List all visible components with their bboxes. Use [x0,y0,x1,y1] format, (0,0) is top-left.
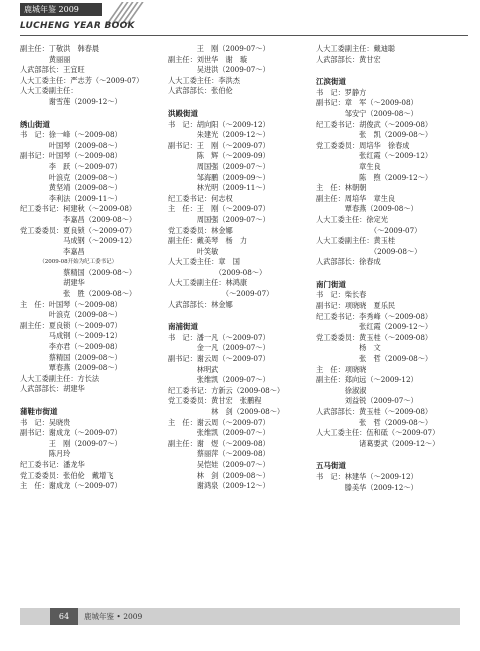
entry-line: 林 剑（2009-08～） [168,407,285,416]
header-rule [20,35,468,36]
entry-line: 副书记：谢成龙（～2009-07） [20,428,122,438]
spacer [316,268,461,276]
entry-line: 胡建华 [20,278,85,288]
entry-line: 人武部部长：徐春成 [316,257,381,267]
entry-line: 书 记：罗静方 [316,87,367,97]
text-column-right [316,44,461,493]
entry-line: 林光明（2009-11～） [168,183,270,193]
entry-line: 副主任：夏良锁（～2009-07） [20,320,122,330]
entry-line: 副主任：丁敬洪 韩春晨 [20,44,100,53]
entry-line: 纪工委书记：何志权 [168,193,233,203]
entry-line: 人武部部长：胡建华 [20,384,85,394]
entry-line: 王 刚（2009-07～） [168,44,270,53]
entry-line: 周国强（2009-07～） [168,161,270,171]
entry-line: 人武部部长：林金娜 [168,299,233,309]
text-column-left [20,44,165,492]
entry-line: 徐淑淑 [316,385,367,395]
section-heading: 绣山街道 [20,119,50,129]
entry-line: 周国强（2009-07～） [168,214,270,224]
entry-line: 谢鸿泉（2009-12～） [168,481,270,491]
entry-line: （2009-08～） [316,246,422,256]
spacer [316,65,461,73]
entry-line: 刘益锐（2009-07～） [316,396,418,406]
entry-line: 人大工委主任：徐定光 [316,214,388,224]
text-column-middle [168,44,313,492]
yearbook-title-cn: 鹿城年鉴 2009 [20,3,102,16]
entry-line: 叶笑敏 [168,246,219,256]
entry-line: 书 记：徐一峰（～2009-08） [20,130,122,140]
entry-line: 副书记：项晓晓 夏乐民 [316,301,396,311]
entry-line: 党工委委员：黄甘宏 张鹏程 [168,396,262,406]
entry-line: 党工委委员：张伯伦 戴增飞 [20,470,114,480]
spacer [316,449,461,457]
entry-line: 马成钢（～2009-12） [20,236,137,246]
entry-line: 纪工委书记：李秀峰（～2009-08） [316,311,433,321]
entry-line: 章生良 [316,161,381,171]
entry-line: 李 跃（～2009-07） [20,161,122,171]
spacer [20,395,165,403]
footer-title: 鹿城年鉴 • 2009 [84,612,143,621]
entry-line: 陈 煦（2009-12～） [316,172,433,182]
entry-line: 张红霞（2009-12～） [316,322,433,332]
header-hatch-decoration [108,2,138,22]
entry-line: 纪工委书记：方新云（2009-08～） [168,385,285,395]
entry-line: 邹安宁（2009-08～） [316,108,418,118]
entry-line: 李嘉昌 [20,246,85,256]
entry-line: 党工委委员：黄玉桂（～2009-08） [316,332,433,342]
entry-line: 人大工委副主任：方长法 [20,373,100,383]
entry-line: 张 哲（2009-08～） [316,417,433,427]
entry-line: 主 任：叶国琴（～2009-08） [20,299,122,309]
entry-line: 副主任：刘世华 谢 璇 [168,54,248,64]
entry-line: 林明武 [168,364,219,374]
entry-line: 副主任：谢 煜（～2009-08） [168,438,270,448]
section-heading: 蒲鞋市街道 [20,407,58,416]
entry-line: 副书记：王 刚（～2009-07） [168,140,270,150]
entry-line: 李亦君（～2009-08） [20,342,122,352]
entry-line: 李嘉昌（2009-08～） [20,214,137,224]
entry-line: 人武部部长：黄甘宏 [316,54,381,64]
entry-line: 陈月玲 [20,449,71,459]
entry-line: 黄丽丽 [20,54,71,64]
entry-line: 蔡丽萍（～2009-08） [168,449,270,459]
entry-line: 张维凯（2009-07～） [168,375,270,385]
entry-line: 吴恺娃（2009-07～） [168,459,270,469]
entry-line: （2009-08～） [168,267,267,277]
entry-line: 党工委委员：林金娜 [168,225,233,235]
section-heading: 洪殿街道 [168,108,198,118]
entry-line: 人武部部长：张伯伦 [168,86,233,96]
entry-line: 蔡精国（2009-08～） [20,352,122,362]
entry-line: 副书记：章 军（～2009-08） [316,98,418,108]
entry-line: 副书记：谢云周（～2009-07） [168,354,270,364]
entry-line: 王 刚（2009-07～） [20,438,122,448]
entry-line: 张 凯（2009-08～） [316,130,433,140]
entry-line: 叶浪克（2009-08～） [20,172,122,182]
entry-line: 邹海鹏（2009-09～） [168,172,270,182]
entry-line: 人武部部长：王宜旺 [20,65,85,75]
entry-line: 副书记：叶国琴（～2009-08） [20,151,122,161]
entry-line: 党工委委员：周培华 徐春成 [316,140,410,150]
spacer [20,108,165,116]
entry-line: 张红霞（～2009-12） [316,151,433,161]
page-header [0,0,480,44]
entry-line: 主 任：谢成龙（～2009-07） [20,481,122,491]
entry-line: 谢雪莲（2009-12～） [20,96,122,106]
entry-line: 金一凡（2009-07～） [168,343,270,353]
entry-line: 覃春燕（2009-08～） [316,204,418,214]
spacer [168,310,313,318]
entry-line: 杨 文 [316,343,381,353]
entry-line: 马成钢（～2009-12） [20,331,122,341]
entry-line: 陈 辉（～2009-09） [168,151,270,161]
entry-line: 张维凯（2009-07～） [168,428,270,438]
entry-line: 书 记：吴晓贵 [20,417,71,427]
entry-line: 人大工委主任：严志芳（～2009-07） [20,75,144,85]
entry-line: 人大工委副主任： [20,86,78,96]
entry-line: 人大工委副主任：戴迪聪 [316,44,396,53]
entry-line: 林 剑（2009-08～） [168,470,270,480]
page-footer [0,604,480,651]
entry-line: 副主任：郑向远（～2009-12） [316,375,418,385]
entry-line: 党工委委员：夏良锁（～2009-07） [20,225,137,235]
entry-line: 书 记：胡向阳（～2009-12） [168,119,270,129]
entry-line: 副主任：戴美琴 杨 力 [168,236,248,246]
entry-line: 人大工委主任：章 国 [168,257,240,267]
entry-line: 主 任：项晓晓 [316,364,367,374]
entry-line: 纪工委书记：潘龙华 [20,459,85,469]
entry-line: 覃春燕（2009-08～） [20,363,122,373]
page-number: 64 [50,608,78,625]
section-heading: 南浦街道 [168,322,198,332]
entry-line: 人大工委副主任：林鸿康 [168,278,248,288]
entry-line: 主 任：王 刚（～2009-07） [168,204,270,214]
yearbook-title-en: LUCHENG YEAR BOOK [20,21,135,31]
entry-line: 叶国琴（2009-08～） [20,140,122,150]
entry-line: 张 哲（2009-08～） [316,354,433,364]
entry-line: 滕美华（2009-12～） [316,482,418,492]
entry-line: 李利法（2009-11～） [20,193,122,203]
section-heading: 江滨街道 [316,77,346,87]
entry-line: 主 任：谢云周（～2009-07） [168,417,270,427]
entry-line: 主 任：林朝朝 [316,183,367,193]
section-heading: 五马街道 [316,461,346,471]
entry-line: 人武部部长：黄玉桂（～2009-08） [316,407,433,416]
entry-line: 黄坚靖（2009-08～） [20,183,122,193]
entry-line: 人大工委主任：伍和砥（～2009-07） [316,428,440,438]
entry-line: （～2009-07） [168,289,274,299]
entry-line: 张 胜（2009-08～） [20,289,137,299]
entry-line: 人大工委主任：李洪杰 [168,75,240,85]
entry-line: 蔡精国（2009-08～） [20,267,137,277]
entry-line: 书 记：柴长春 [316,290,367,300]
entry-line: 书 记：林建华（～2009-12） [316,471,418,481]
entry-line: 诸葛要武（2009-12～） [316,438,440,448]
entry-line: 纪工委书记：柯建秋（～2009-08） [20,204,137,214]
entry-line: 纪工委书记：胡俊武（～2009-08） [316,119,433,129]
entry-line: （～2009-07） [316,225,422,235]
entry-line: 叶浪克（2009-08～） [20,310,122,320]
entry-line: 人大工委副主任：黄玉桂 [316,236,396,246]
section-heading: 南门街道 [316,279,346,289]
entry-line: 书 记：潘一凡（～2009-07） [168,332,270,342]
entry-line: 副主任：周培华 章生良 [316,193,396,203]
entry-line: （2009-08开始为纪工委书记） [20,259,118,266]
spacer [168,97,313,105]
entry-line: 吴进洪（2009-07～） [168,65,270,75]
entry-line: 朱建光（2009-12～） [168,130,270,140]
